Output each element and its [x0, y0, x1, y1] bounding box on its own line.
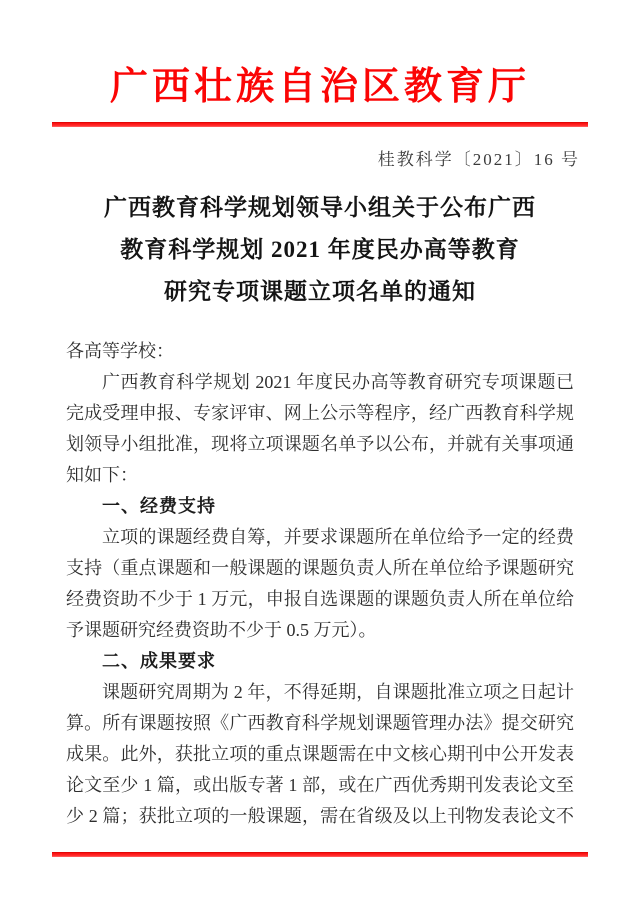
- intro-paragraph-line: 划领导小组批准，现将立项课题名单予以公布，并就有关事项通: [66, 434, 574, 454]
- notice-title-line-3: 研究专项课题立项名单的通知: [164, 279, 476, 304]
- section-results-line: 论文至少 1 篇，或出版专著 1 部，或在广西优秀期刊发表论文至: [66, 775, 574, 795]
- agency-name: 广西壮族自治区教育厅: [109, 66, 530, 108]
- section-heading-funding: 一、经费支持: [102, 496, 216, 516]
- doc-number: 桂教科学〔2021〕16 号: [377, 150, 580, 169]
- notice-title-line-2: 教育科学规划 2021 年度民办高等教育: [120, 237, 520, 262]
- section-results-line: 算。所有课题按照《广西教育科学规划课题管理办法》提交研究: [66, 713, 574, 733]
- intro-paragraph-line: 知如下：: [66, 465, 138, 485]
- intro-paragraph-line: 广西教育科学规划 2021 年度民办高等教育研究专项课题已: [102, 372, 574, 392]
- red-separator-top: [52, 122, 588, 127]
- section-results-line: 少 2 篇；获批立项的一般课题，需在省级及以上刊物发表论文不: [66, 806, 574, 826]
- section-funding-line: 经费资助不少于 1 万元，申报自选课题的课题负责人所在单位给: [66, 589, 574, 609]
- section-funding-line: 予课题研究经费资助不少于 0.5 万元）。: [66, 620, 377, 640]
- notice-title-line-1: 广西教育科学规划领导小组关于公布广西: [104, 195, 536, 220]
- notice-body: [66, 336, 574, 832]
- red-separator-bottom: [52, 852, 588, 857]
- notice-title: [0, 187, 640, 313]
- intro-paragraph-line: 完成受理申报、专家评审、网上公示等程序，经广西教育科学规: [66, 403, 574, 423]
- section-heading-results: 二、成果要求: [102, 651, 216, 671]
- section-funding-line: 支持（重点课题和一般课题的课题负责人所在单位给予课题研究: [66, 558, 574, 578]
- section-results-line: 成果。此外，获批立项的重点课题需在中文核心期刊中公开发表: [66, 744, 574, 764]
- salutation: 各高等学校：: [66, 341, 174, 361]
- section-funding-line: 立项的课题经费自筹，并要求课题所在单位给予一定的经费: [102, 527, 574, 547]
- section-results-line: 课题研究周期为 2 年，不得延期，自课题批准立项之日起计: [102, 682, 574, 702]
